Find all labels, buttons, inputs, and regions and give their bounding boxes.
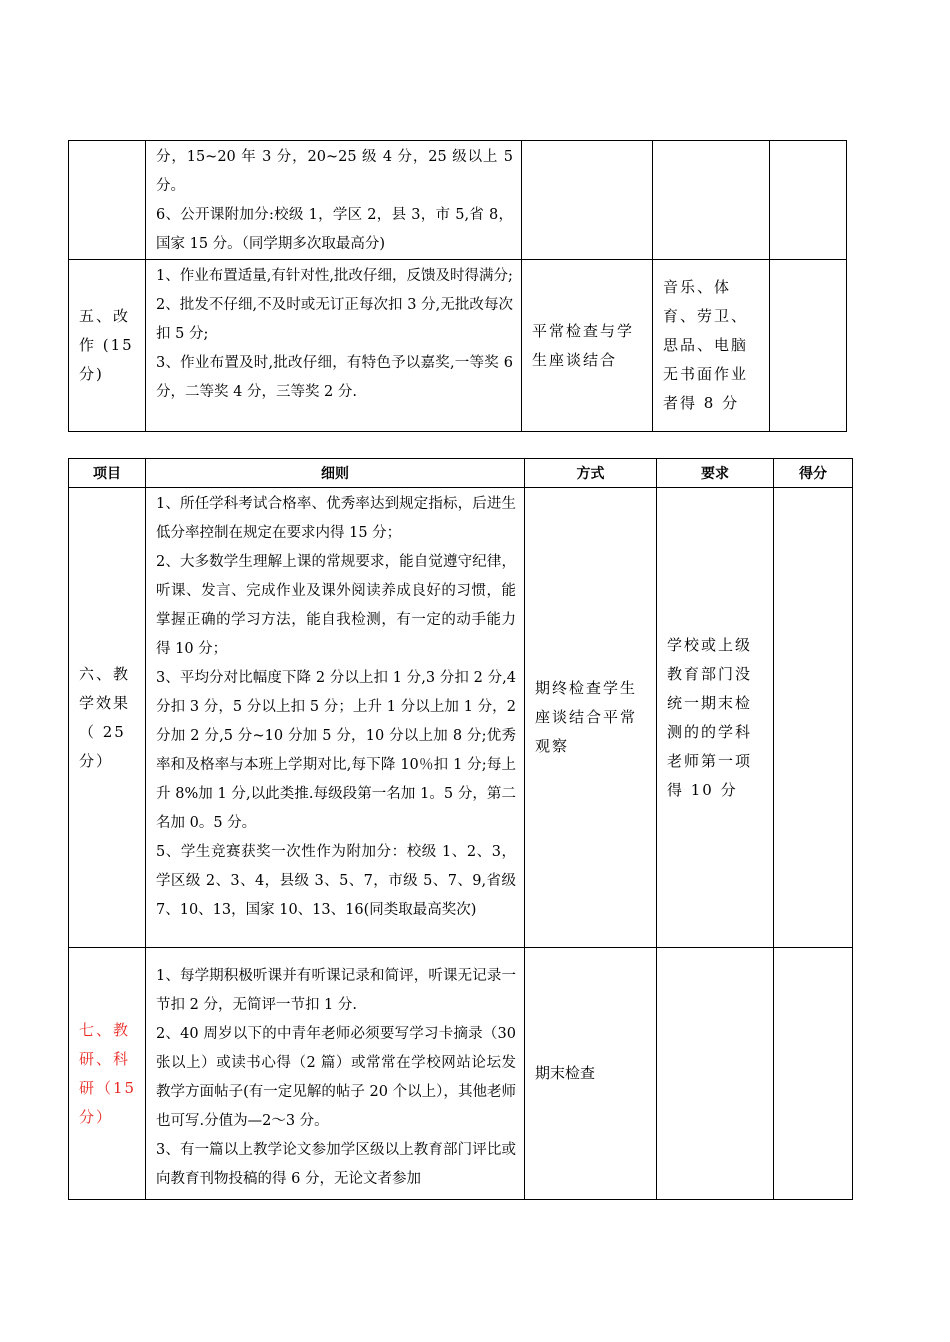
table-row — [69, 948, 853, 1200]
detail-cell — [146, 948, 525, 1200]
table-row — [69, 488, 853, 948]
score-cell — [774, 488, 853, 948]
requirement-cell — [653, 141, 770, 260]
column-header-score: 得分 — [774, 459, 853, 488]
column-header-method: 方式 — [525, 459, 657, 488]
table-row — [69, 260, 847, 432]
score-cell — [774, 948, 853, 1200]
requirement-cell: 音乐、体育、劳卫、思品、电脑无书面作业者得 8 分 — [653, 260, 770, 432]
detail-text: 2、40 周岁以下的中青年老师必须要写学习卡摘录（30 张以上）或读书心得（2 篇）或常常在学校网站论坛发教学方面帖子(有一定见解的帖子 20 个以上），其他老师也可写.分值为—2～3 分。 — [156, 1026, 516, 1129]
method-cell: 平常检查与学生座谈结合 — [522, 260, 653, 432]
column-header-item: 项目 — [69, 459, 146, 488]
method-cell — [522, 141, 653, 260]
column-header-requirement: 要求 — [657, 459, 774, 488]
requirement-cell: 学校或上级教育部门没统一期末检测的的学科老师第一项得 10 分 — [657, 488, 774, 948]
appraisal-table — [68, 458, 853, 1200]
detail-text: 1、所任学科考试合格率、优秀率达到规定指标，后进生低分率控制在规定在要求内得 15 分； — [156, 496, 516, 541]
method-cell: 期终检查学生座谈结合平常观察 — [525, 488, 657, 948]
detail-text: 3、平均分对比幅度下降 2 分以上扣 1 分,3 分扣 2 分,4 分扣 3 分，5 分以上扣 5 分；上升 1 分以上加 1 分，2 分加 2 分,5 分~10 分加 5 分，10 分以上加 8 分;优秀率和及格率与本班上学期对比,每下降 10％扣 1 分;每上升 8%加 1 分,以此类推.每级段第一名加 1。5 分，第二名加 0。5 分。 — [156, 670, 516, 831]
table-row — [69, 141, 847, 260]
method-cell: 期末检查 — [525, 948, 657, 1200]
detail-text: 5、学生竞赛获奖一次性作为附加分：校级 1、2、3，学区级 2、3、4，县级 3、5、7，市级 5、7、9,省级 7、10、13，国家 10、13、16(同类取最高奖次) — [156, 844, 516, 918]
detail-text: 3、有一篇以上教学论文参加学区级以上教育部门评比或向教育刊物投稿的得 6 分，无论文者参加 — [156, 1142, 516, 1187]
detail-text: 2、大多数学生理解上课的常规要求，能自觉遵守纪律，听课、发言、完成作业及课外阅读养成良好的习惯，能掌握正确的学习方法，能自我检测，有一定的动手能力得 10 分； — [156, 554, 516, 657]
category-cell — [69, 141, 146, 260]
requirement-cell — [657, 948, 774, 1200]
detail-text: 1、每学期积极听课并有听课记录和简评，听课无记录一节扣 2 分，无简评一节扣 1 分. — [156, 968, 516, 1013]
score-cell — [770, 141, 847, 260]
detail-text: 6、公开课附加分:校级 1，学区 2，县 3，市 5,省 8，国家 15 分。（同学期多次取最高分) — [156, 207, 513, 252]
category-cell: 五、改作 (15 分) — [69, 260, 146, 432]
score-cell — [770, 260, 847, 432]
detail-cell — [146, 260, 522, 432]
category-cell: 七、教研、科研（15 分） — [69, 948, 146, 1200]
detail-cell — [146, 141, 522, 260]
appraisal-table-continued — [68, 140, 847, 432]
category-cell: 六、教学效果（ 25 分） — [69, 488, 146, 948]
detail-cell — [146, 488, 525, 948]
column-header-detail: 细则 — [146, 459, 525, 488]
detail-text: 1、作业布置适量,有针对性,批改仔细，反馈及时得满分; — [156, 268, 513, 284]
detail-text: 2、批发不仔细,不及时或无订正每次扣 3 分,无批改每次扣 5 分; — [156, 297, 513, 342]
detail-text: 3、作业布置及时,批改仔细，有特色予以嘉奖,一等奖 6 分，二等奖 4 分，三等奖 2 分. — [156, 355, 513, 400]
detail-text: 分，15~20 年 3 分，20~25 级 4 分，25 级以上 5 分。 — [156, 149, 513, 194]
table-header-row — [69, 459, 853, 488]
